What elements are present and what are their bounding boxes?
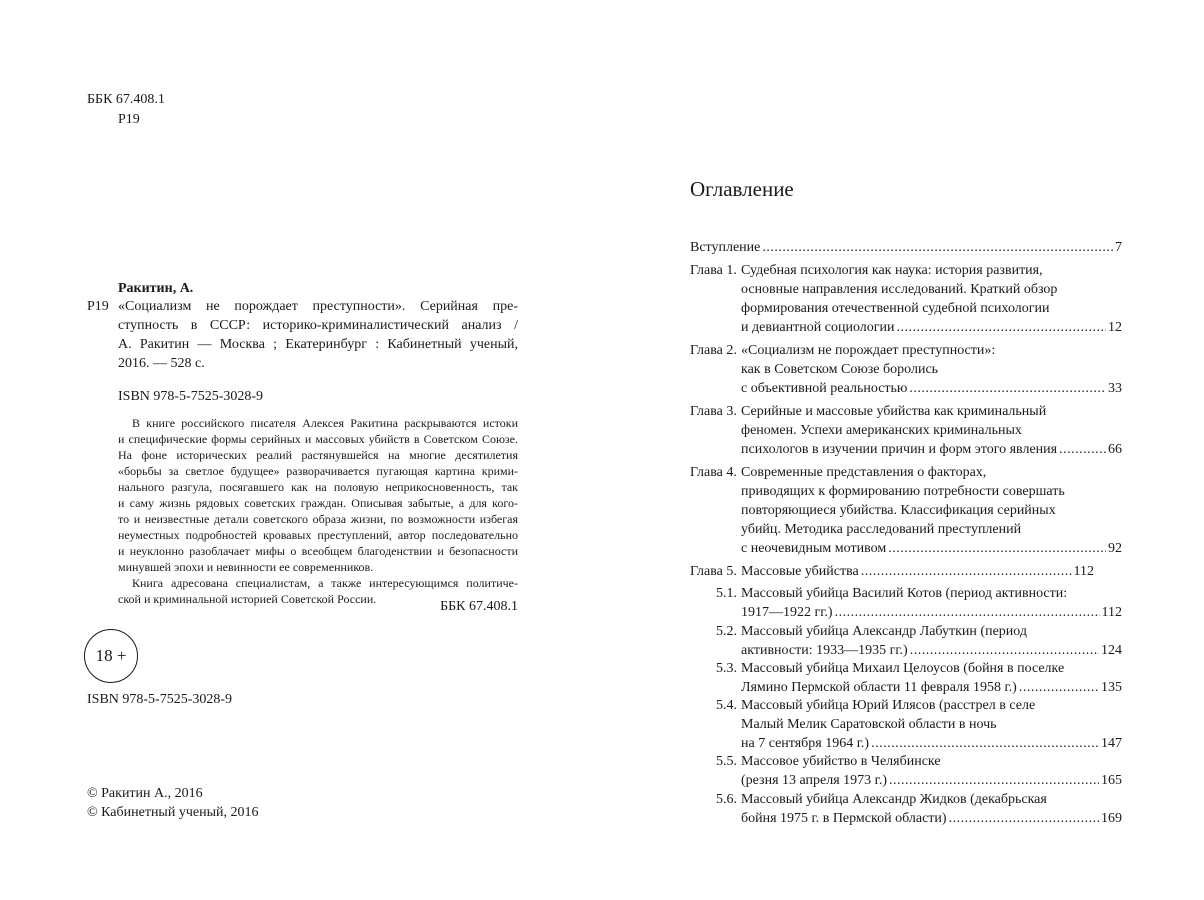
toc-entry-label: Вступление xyxy=(690,240,761,255)
catalog-line: ступность в СССР: историко-криминалистический анализ / xyxy=(118,318,518,333)
toc-page-number: 7 xyxy=(1115,240,1122,255)
toc-entry-line: с объективной реальностью xyxy=(741,381,908,396)
toc-entry-chapter-5[interactable] xyxy=(690,562,1122,581)
toc-leader xyxy=(1059,440,1106,459)
toc-entry-line: Массовые убийства xyxy=(741,564,859,579)
toc-entry-line: Малый Мелик Саратовской области в ночь xyxy=(741,717,997,732)
toc-entry-label: 5.4. xyxy=(716,698,737,713)
copyright-publisher: © Кабинетный ученый, 2016 xyxy=(87,805,259,820)
toc-leader xyxy=(896,318,1106,337)
toc-entry-section-5-1[interactable] xyxy=(716,584,1122,622)
toc-entry-line: убийц. Методика расследований преступлений xyxy=(741,522,1022,537)
toc-leader xyxy=(835,603,1100,622)
toc-entry-line: Серийные и массовые убийства как криминальный xyxy=(741,404,1047,419)
toc-leader xyxy=(871,734,1099,753)
catalog-line: 2016. — 528 с. xyxy=(118,356,205,371)
toc-entry-label: Глава 2. xyxy=(690,343,737,358)
toc-page-number: 147 xyxy=(1101,736,1122,751)
toc-entry-line: бойня 1975 г. в Пермской области) xyxy=(741,811,947,826)
abstract-line: и саму жизнь рядовых советских граждан. Описывая забытые, а для кого- xyxy=(118,496,518,510)
toc-entry-line: Массовый убийца Михаил Целоусов (бойня в поселке xyxy=(741,661,1065,676)
toc-entry-label: Глава 3. xyxy=(690,404,737,419)
toc-page-number: 92 xyxy=(1108,541,1122,556)
toc-entry-line: Массовый убийца Юрий Илясов (расстрел в селе xyxy=(741,698,1036,713)
toc-entry-label: Глава 5. xyxy=(690,564,737,579)
toc-page-number: 112 xyxy=(1101,605,1122,620)
toc-page-number: 135 xyxy=(1101,680,1122,695)
toc-page-number: 12 xyxy=(1108,320,1122,335)
copyright-author: © Ракитин А., 2016 xyxy=(87,786,203,801)
toc-page-number: 66 xyxy=(1108,442,1122,457)
isbn: ISBN 978-5-7525-3028-9 xyxy=(87,692,233,707)
catalog-line: А. Ракитин — Москва ; Екатеринбург : Кабинетный ученый, xyxy=(118,337,518,352)
abstract-line: Книга адресована специалистам, а также интересующимся политиче- xyxy=(132,576,518,590)
toc-entry-line: активности: 1933—1935 гг.) xyxy=(741,643,908,658)
toc-leader xyxy=(949,809,1099,828)
toc-page-number: 124 xyxy=(1101,643,1122,658)
toc-entry-label: Глава 4. xyxy=(690,465,737,480)
toc-entry-line: Массовый убийца Александр Лабуткин (период xyxy=(741,624,1027,639)
toc-entry-section-5-5[interactable] xyxy=(716,752,1122,790)
abstract-line: то и неизвестные детали советского образа жизни, по возможности избегая xyxy=(118,512,518,526)
age-rating-label: 18 + xyxy=(95,646,127,665)
toc-entry-line: психологов в изучении причин и форм этого явления xyxy=(741,442,1058,457)
toc-entry-chapter-1[interactable] xyxy=(690,261,1122,337)
toc-entry-line: феномен. Успехи американских криминальных xyxy=(741,423,1022,438)
catalog-author: Ракитин, А. xyxy=(118,281,194,296)
toc-entry-line: формирования отечественной судебной психологии xyxy=(741,301,1050,316)
bbk-code-bottom: ББК 67.408.1 xyxy=(440,599,518,614)
toc-entry-line: приводящих к формированию потребности совершать xyxy=(741,484,1065,499)
abstract-line: В книге российского писателя Алексея Ракитина раскрываются истоки xyxy=(132,416,518,430)
toc-leader xyxy=(889,771,1099,790)
catalog-isbn: ISBN 978-5-7525-3028-9 xyxy=(118,389,264,404)
abstract-line: На фоне исторических реалий растянувшейся на многие десятилетия xyxy=(118,448,518,462)
toc-entry-section-5-3[interactable] xyxy=(716,659,1122,697)
toc-entry-line: Судебная психология как наука: история развития, xyxy=(741,263,1043,278)
toc-title: Оглавление xyxy=(690,177,794,201)
toc-page-number: 169 xyxy=(1101,811,1122,826)
toc-entry-line: с неочевидным мотивом xyxy=(741,541,887,556)
toc-entry-line: Лямино Пермской области 11 февраля 1958 г.) xyxy=(741,680,1017,695)
toc-entry-label: 5.3. xyxy=(716,661,737,676)
toc-entry-line: повторяющиеся убийства. Классификация серийных xyxy=(741,503,1056,518)
toc-entry-line: (резня 13 апреля 1973 г.) xyxy=(741,773,887,788)
toc-entry-line: Современные представления о факторах, xyxy=(741,465,987,480)
toc-entry-label: 5.1. xyxy=(716,586,737,601)
abstract-line: нального разгула, посягавшего как на половую неприкосновенность, так xyxy=(118,480,518,494)
toc-leader xyxy=(910,641,1099,660)
toc-entry-section-5-4[interactable] xyxy=(716,696,1122,753)
toc-page-number: 165 xyxy=(1101,773,1122,788)
bbk-code: ББК 67.408.1 xyxy=(87,92,165,107)
abstract-line: ской и криминальной историей Советской России. xyxy=(118,592,377,606)
toc-entry-line: 1917—1922 гг.) xyxy=(741,605,833,620)
toc-entry-section-5-6[interactable] xyxy=(716,790,1122,828)
abstract-line: неуместных подробностей кровавых преступлений, автор последовательно xyxy=(118,528,518,542)
abstract-line: «борьбы за светлое будущее» разворачивается пугающая картина крими- xyxy=(118,464,518,478)
abstract-line: и специфические формы серийных и массовых убийств в Советском Союзе. xyxy=(118,432,518,446)
toc-entry-line: «Социализм не порождает преступности»: xyxy=(741,343,996,358)
toc-entry-line: Массовый убийца Василий Котов (период активности: xyxy=(741,586,1068,601)
toc-leader xyxy=(1019,678,1099,697)
toc-entry-line: как в Советском Союзе боролись xyxy=(741,362,939,377)
toc-entry-label: 5.6. xyxy=(716,792,737,807)
catalog-line: «Социализм не порождает преступности». Серийная пре- xyxy=(118,299,518,314)
toc-entry-label: 5.5. xyxy=(716,754,737,769)
toc-entry-label: 5.2. xyxy=(716,624,737,639)
catalog-description xyxy=(118,297,518,373)
toc-entry-chapter-3[interactable] xyxy=(690,402,1122,459)
abstract-line: минувшей эпохи и невинности ее современников. xyxy=(118,560,374,574)
abstract-line: и неуклонно разоблачает мифы о всеобщем благоденствии и безопасности xyxy=(118,544,518,558)
book-abstract xyxy=(118,415,518,607)
toc-entry-line: основные направления исследований. Краткий обзор xyxy=(741,282,1058,297)
toc-entry-line: Массовое убийство в Челябинске xyxy=(741,754,941,769)
toc-entry-line: Массовый убийца Александр Жидков (декабрьская xyxy=(741,792,1047,807)
toc-entry-chapter-2[interactable] xyxy=(690,341,1122,398)
toc-page-number: 33 xyxy=(1108,381,1122,396)
toc-leader xyxy=(762,238,1113,257)
toc-entry-label: Глава 1. xyxy=(690,263,737,278)
toc-entry-line: и девиантной социологии xyxy=(741,320,895,335)
toc-entry-intro[interactable] xyxy=(690,238,1122,257)
toc-leader xyxy=(861,562,1072,581)
catalog-code: Р19 xyxy=(87,299,109,314)
toc-entry-line: на 7 сентября 1964 г.) xyxy=(741,736,870,751)
toc-page-number: 112 xyxy=(1073,564,1094,579)
author-mark: Р19 xyxy=(118,112,140,127)
toc-entry-chapter-4[interactable] xyxy=(690,463,1122,558)
toc-leader xyxy=(909,379,1106,398)
age-rating-badge xyxy=(84,629,138,683)
toc-entry-section-5-2[interactable] xyxy=(716,622,1122,660)
toc-leader xyxy=(888,539,1106,558)
